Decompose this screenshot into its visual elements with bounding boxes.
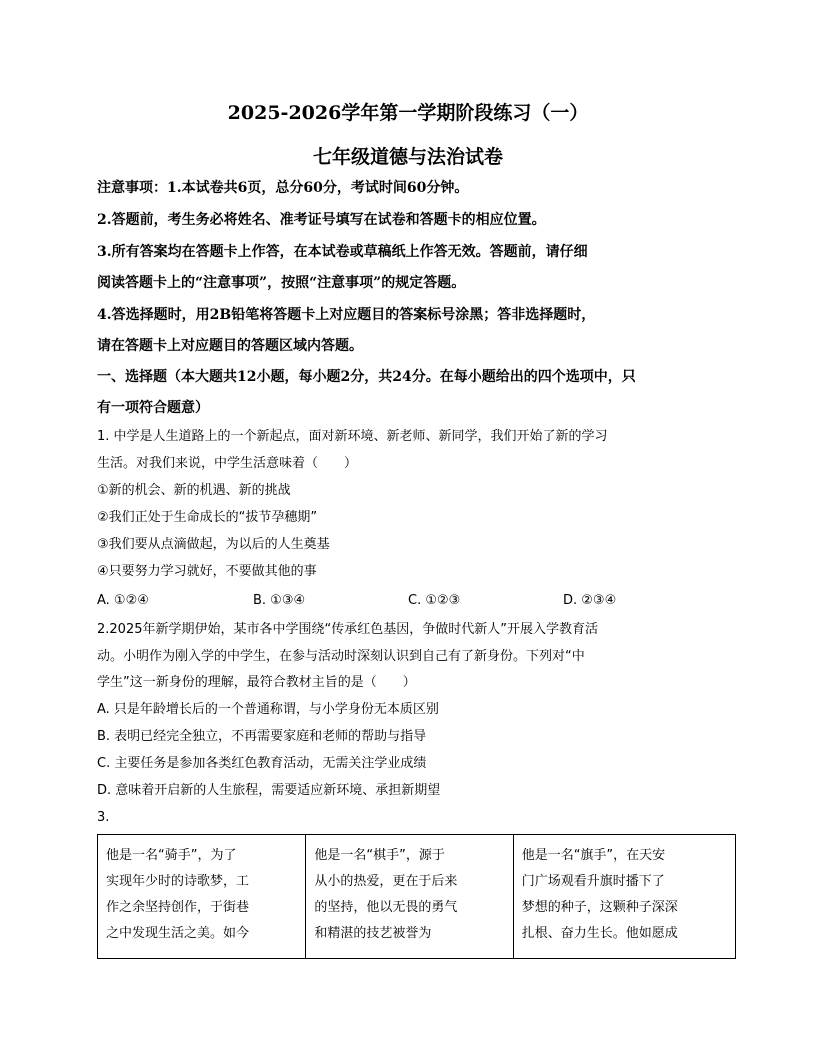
question-stem: 2.2025年新学期伊始，某市各中学围绕“传承红色基因，争做时代新人”开展入学教育活	[97, 622, 598, 637]
option-d: D. ②③④	[563, 593, 617, 608]
note-line: 4.答选择题时，用2B铅笔将答题卡上对应题目的答案标号涂黑；答非选择题时，	[97, 307, 596, 323]
cell-line: 他是一名“旗手”，在天安	[521, 848, 666, 863]
option-c: C. 主要任务是参加各类红色教育活动，无需关注学业成绩	[97, 756, 427, 771]
note-line: 请在答题卡上对应题目的答题区域内答题。	[97, 338, 363, 354]
note-line: 2.答题前，考生务必将姓名、准考证号填写在试卷和答题卡的相应位置。	[97, 212, 546, 228]
cell-line: 的坚持，他以无畏的勇气	[314, 900, 458, 915]
cell-line: 梦想的种子，这颗种子深深	[521, 900, 678, 915]
cell-line: 他是一名“棋手”，源于	[314, 848, 445, 863]
cell-line: 他是一名“骑手”，为了	[106, 848, 237, 863]
table-cell	[513, 835, 735, 958]
exam-subtitle: 七年级道德与法治试卷	[312, 146, 503, 168]
table-cell	[305, 835, 512, 958]
statement-item: ①新的机会、新的机遇、新的挑战	[97, 483, 291, 498]
cell-line: 之中发现生活之美。如今	[106, 926, 250, 941]
option-c: C. ①②③	[408, 593, 461, 608]
statement-item: ③我们要从点滴做起，为以后的人生奠基	[97, 537, 330, 552]
statement-item: ④只要努力学习就好，不要做其他的事	[97, 564, 317, 579]
option-b: B. 表明已经完全独立，不再需要家庭和老师的帮助与指导	[97, 729, 427, 744]
option-a: A. 只是年龄增长后的一个普通称谓，与小学身份无本质区别	[97, 702, 439, 717]
question-stem: 学生”这一新身份的理解，最符合教材主旨的是（ ）	[97, 675, 416, 690]
section-heading: 有一项符合题意）	[97, 400, 209, 416]
material-table	[97, 834, 736, 959]
statement-item: ②我们正处于生命成长的“拔节孕穗期”	[97, 510, 318, 525]
cell-line: 实现年少时的诗歌梦，工	[106, 874, 250, 889]
section-heading: 一、选择题（本大题共12小题，每小题2分，共24分。在每小题给出的四个选项中，只	[97, 369, 636, 385]
note-line: 阅读答题卡上的“注意事项”，按照“注意事项”的规定答题。	[97, 275, 466, 291]
note-line: 注意事项：1.本试卷共6页，总分60分，考试时间60分钟。	[97, 180, 469, 196]
question-stem: 动。小明作为刚入学的中学生，在参与活动时深刻认识到自己有了新身份。下列对“中	[97, 649, 585, 664]
question-stem: 1. 中学是人生道路上的一个新起点，面对新环境、新老师、新同学，我们开始了新的学习	[97, 429, 608, 444]
question-stem: 生活。对我们来说，中学生活意味着（ ）	[97, 456, 358, 471]
option-b: B. ①③④	[253, 593, 306, 608]
table-cell	[98, 835, 305, 958]
cell-line: 作之余坚持创作，于街巷	[106, 900, 250, 915]
cell-line: 扎根、奋力生长。他如愿成	[521, 926, 678, 941]
cell-line: 从小的热爱，更在于后来	[314, 874, 458, 889]
cell-line: 门广场观看升旗时播下了	[521, 874, 665, 889]
option-a: A. ①②④	[97, 593, 149, 608]
exam-title: 2025-2026学年第一学期阶段练习（一）	[227, 102, 589, 124]
question-number: 3.	[97, 810, 110, 825]
cell-line: 和精湛的技艺被誉为	[314, 926, 432, 941]
option-d: D. 意味着开启新的人生旅程，需要适应新环境、承担新期望	[97, 783, 441, 798]
note-line: 3.所有答案均在答题卡上作答，在本试卷或草稿纸上作答无效。答题前，请仔细	[97, 244, 588, 260]
